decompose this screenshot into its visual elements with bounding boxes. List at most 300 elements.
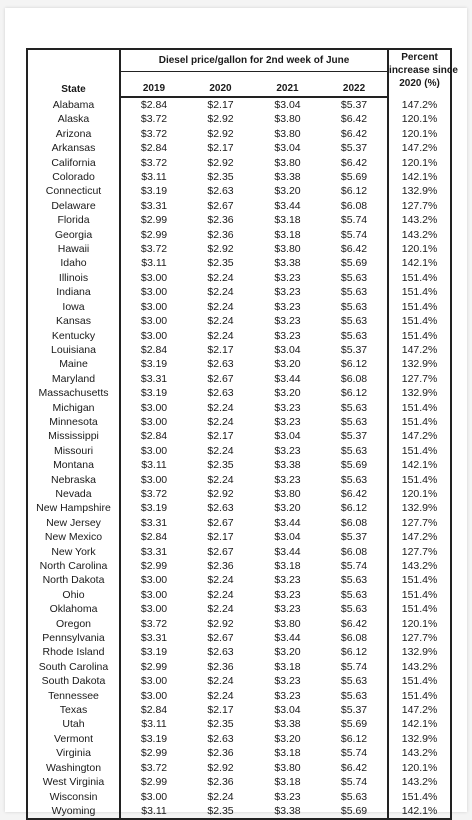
- price-2022-cell: $5.63: [321, 588, 388, 602]
- price-2022-cell: $5.74: [321, 213, 388, 227]
- year-2021-header: 2021: [254, 72, 321, 98]
- percent-increase-cell: 120.1%: [388, 112, 451, 126]
- price-2021-cell: $3.20: [274, 502, 301, 515]
- percent-increase-cell: 147.2%: [388, 429, 451, 443]
- price-2019-cell: $2.84: [120, 703, 187, 717]
- diesel-price-table: [26, 48, 458, 820]
- percent-increase-cell: 151.4%: [388, 790, 451, 804]
- table-row: [27, 588, 451, 602]
- state-column-header: State: [27, 49, 120, 97]
- table-row: [27, 631, 451, 645]
- price-2021-cell: $3.23: [274, 315, 301, 328]
- price-2021-cell: $3.38: [274, 718, 301, 731]
- state-cell: Oregon: [27, 617, 120, 631]
- percent-increase-cell: 151.4%: [388, 271, 451, 285]
- price-2021-cell: $3.80: [274, 156, 301, 169]
- price-2020-cell: $2.24: [207, 473, 234, 486]
- price-2021-cell: $3.04: [274, 343, 301, 356]
- price-2022-cell: $5.37: [321, 429, 388, 443]
- price-2022-cell: $5.63: [321, 602, 388, 616]
- price-2019-cell: $3.72: [120, 112, 187, 126]
- price-2019-cell: $3.72: [120, 127, 187, 141]
- price-2022-cell: $5.63: [321, 285, 388, 299]
- price-2020-cell: $2.24: [207, 329, 234, 342]
- price-2019-cell: $3.00: [120, 415, 187, 429]
- percent-increase-column-header: [388, 49, 458, 97]
- price-2022-cell: $6.08: [321, 516, 388, 530]
- price-2021-cell: $3.04: [274, 430, 301, 443]
- price-2019-cell: $3.11: [120, 717, 187, 731]
- price-2022-cell: $5.74: [321, 559, 388, 573]
- price-2020-cell: $2.24: [207, 271, 234, 284]
- price-2021-cell: $3.18: [274, 560, 301, 572]
- table-row: [27, 501, 451, 515]
- price-2021-cell: $3.23: [274, 415, 301, 428]
- price-2019-cell: $3.00: [120, 674, 187, 688]
- price-2019-cell: $2.99: [120, 775, 187, 789]
- state-cell: Kentucky: [27, 329, 120, 343]
- price-2022-cell: $6.12: [321, 357, 388, 371]
- price-2021-cell: $3.23: [274, 329, 301, 342]
- state-cell: Alaska: [27, 112, 120, 126]
- price-2021-cell: $3.80: [274, 113, 301, 126]
- table-row: [27, 617, 451, 631]
- state-cell: North Dakota: [27, 573, 120, 587]
- state-cell: Utah: [27, 717, 120, 731]
- price-2021-cell: $3.23: [274, 271, 301, 284]
- percent-increase-cell: 143.2%: [388, 660, 451, 674]
- state-cell: New Mexico: [27, 530, 120, 544]
- state-cell: Virginia: [27, 746, 120, 760]
- price-2019-cell: $3.31: [120, 199, 187, 213]
- price-2019-cell: $3.31: [120, 545, 187, 559]
- price-2020-cell: $2.36: [207, 214, 234, 227]
- percent-increase-cell: 147.2%: [388, 703, 451, 717]
- table-row: [27, 141, 451, 155]
- price-2022-cell: $5.63: [321, 314, 388, 328]
- state-cell: Massachusetts: [27, 386, 120, 400]
- percent-increase-cell: 120.1%: [388, 487, 451, 501]
- table-row: [27, 487, 451, 501]
- table-row: [27, 444, 451, 458]
- price-2020-cell: $2.24: [207, 588, 234, 601]
- price-2021-cell: $3.38: [274, 459, 301, 472]
- table-row: [27, 790, 451, 804]
- price-2022-cell: $5.74: [321, 775, 388, 789]
- table-row: [27, 314, 451, 328]
- price-2020-cell: $2.67: [207, 516, 234, 529]
- price-2020-cell: $2.67: [207, 545, 234, 558]
- price-2022-cell: $6.12: [321, 732, 388, 746]
- state-cell: Illinois: [27, 271, 120, 285]
- price-2019-cell: $3.00: [120, 271, 187, 285]
- percent-increase-cell: 151.4%: [388, 689, 451, 703]
- percent-increase-cell: 147.2%: [388, 343, 451, 357]
- table-row: [27, 458, 451, 472]
- percent-increase-cell: 120.1%: [388, 127, 451, 141]
- document-page: [5, 8, 467, 817]
- price-2021-cell: $3.04: [274, 142, 301, 155]
- table-row: [27, 199, 451, 213]
- price-2020-cell: $2.63: [207, 646, 234, 659]
- state-cell: Connecticut: [27, 184, 120, 198]
- price-2019-cell: $3.19: [120, 501, 187, 515]
- state-cell: Wisconsin: [27, 790, 120, 804]
- table-row: [27, 329, 451, 343]
- price-2019-cell: $3.00: [120, 401, 187, 415]
- price-2020-cell: $2.92: [207, 113, 234, 126]
- price-2020-cell: $2.67: [207, 632, 234, 645]
- price-2022-cell: $5.69: [321, 256, 388, 270]
- table-row: [27, 703, 451, 717]
- price-2022-cell: $6.12: [321, 501, 388, 515]
- diesel-price-group-header: Diesel price/gallon for 2nd week of June: [120, 49, 388, 72]
- price-2022-cell: $5.63: [321, 674, 388, 688]
- table-row: [27, 372, 451, 386]
- price-2021-cell: $3.18: [274, 228, 301, 241]
- table-row: [27, 357, 451, 371]
- price-2020-cell: $2.35: [207, 718, 234, 731]
- price-2020-cell: $2.92: [207, 127, 234, 140]
- percent-increase-cell: 151.4%: [388, 444, 451, 458]
- state-cell: Minnesota: [27, 415, 120, 429]
- price-2022-cell: $5.63: [321, 444, 388, 458]
- table-row: [27, 602, 451, 616]
- percent-increase-cell: 143.2%: [388, 746, 451, 760]
- table-row: [27, 689, 451, 703]
- header-row-top: [27, 49, 451, 72]
- price-2022-cell: $5.37: [321, 97, 388, 112]
- price-2021-cell: $3.44: [274, 632, 301, 645]
- price-2019-cell: $3.31: [120, 372, 187, 386]
- percent-increase-cell: 143.2%: [388, 228, 451, 242]
- price-2019-cell: $3.00: [120, 329, 187, 343]
- state-cell: Mississippi: [27, 429, 120, 443]
- state-cell: Arkansas: [27, 141, 120, 155]
- price-2022-cell: $5.69: [321, 717, 388, 731]
- price-2022-cell: $6.42: [321, 242, 388, 256]
- price-2020-cell: $2.24: [207, 675, 234, 688]
- price-2020-cell: $2.17: [207, 99, 234, 111]
- table-row: [27, 674, 451, 688]
- percent-increase-cell: 151.4%: [388, 300, 451, 314]
- price-2020-cell: $2.24: [207, 444, 234, 457]
- price-2020-cell: $2.24: [207, 689, 234, 702]
- price-2019-cell: $3.11: [120, 256, 187, 270]
- price-2022-cell: $6.12: [321, 184, 388, 198]
- price-2021-cell: $3.23: [274, 588, 301, 601]
- price-2019-cell: $3.00: [120, 790, 187, 804]
- price-2021-cell: $3.44: [274, 372, 301, 385]
- price-2021-cell: $3.18: [274, 660, 301, 673]
- price-2020-cell: $2.92: [207, 156, 234, 169]
- price-2021-cell: $3.23: [274, 689, 301, 702]
- price-2021-cell: $3.38: [254, 804, 321, 819]
- price-2021-cell: $3.23: [274, 444, 301, 457]
- price-2019-cell: $2.99: [120, 213, 187, 227]
- table-row: [27, 660, 451, 674]
- state-cell: Missouri: [27, 444, 120, 458]
- price-2022-cell: $6.12: [321, 386, 388, 400]
- price-2022-cell: $6.42: [321, 127, 388, 141]
- state-cell: Indiana: [27, 285, 120, 299]
- percent-increase-cell: 142.1%: [388, 256, 451, 270]
- table-row: [27, 112, 451, 126]
- price-2019-cell: $3.31: [120, 516, 187, 530]
- state-cell: New York: [27, 545, 120, 559]
- table-row: [27, 717, 451, 731]
- price-2021-cell: $3.18: [274, 214, 301, 227]
- price-2020-cell: $2.63: [207, 502, 234, 515]
- table-row: [27, 559, 451, 573]
- price-2019-cell: $3.19: [120, 645, 187, 659]
- price-2021-cell: $3.20: [274, 387, 301, 400]
- year-2022-header: 2022: [321, 72, 388, 98]
- table-row: [27, 228, 451, 242]
- table-row: [27, 645, 451, 659]
- table-row: [27, 156, 451, 170]
- price-2022-cell: $6.42: [321, 156, 388, 170]
- price-2019-cell: $2.84: [120, 343, 187, 357]
- price-2021-cell: $3.20: [274, 732, 301, 745]
- percent-header-line-1: Percent: [401, 52, 438, 63]
- percent-increase-cell: 127.7%: [388, 516, 451, 530]
- state-cell: Kansas: [27, 314, 120, 328]
- price-2020-cell: $2.17: [207, 704, 234, 717]
- table-row: [27, 415, 451, 429]
- state-cell: Arizona: [27, 127, 120, 141]
- price-2021-cell: $3.20: [274, 358, 301, 371]
- price-2021-cell: $3.04: [274, 531, 301, 544]
- price-2020-cell: $2.63: [207, 185, 234, 198]
- state-cell: Iowa: [27, 300, 120, 314]
- price-2021-cell: $3.04: [274, 704, 301, 717]
- percent-increase-cell: 151.4%: [388, 401, 451, 415]
- price-2021-cell: $3.80: [274, 243, 301, 256]
- percent-increase-cell: 151.4%: [388, 573, 451, 587]
- table-row: [27, 256, 451, 270]
- percent-increase-cell: 151.4%: [388, 473, 451, 487]
- state-cell: Maryland: [27, 372, 120, 386]
- table-row: [27, 300, 451, 314]
- percent-increase-cell: 120.1%: [388, 761, 451, 775]
- table-row: [27, 184, 451, 198]
- price-2022-cell: $5.37: [321, 703, 388, 717]
- price-2019-cell: $2.84: [120, 429, 187, 443]
- table-row: [27, 775, 451, 789]
- state-cell: South Dakota: [27, 674, 120, 688]
- percent-increase-cell: 151.4%: [388, 602, 451, 616]
- percent-increase-cell: 151.4%: [388, 314, 451, 328]
- price-2019-cell: $3.11: [120, 804, 187, 819]
- price-2020-cell: $2.17: [207, 142, 234, 155]
- table-row: [27, 732, 451, 746]
- price-2020-cell: $2.92: [207, 243, 234, 256]
- price-2021-cell: $3.18: [274, 776, 301, 789]
- state-cell: Washington: [27, 761, 120, 775]
- state-cell: Nebraska: [27, 473, 120, 487]
- price-2020-cell: $2.36: [207, 660, 234, 673]
- table-row: [27, 127, 451, 141]
- price-2020-cell: $2.67: [207, 372, 234, 385]
- state-cell: Maine: [27, 357, 120, 371]
- price-2019-cell: $2.84: [120, 97, 187, 112]
- table-row: [27, 213, 451, 227]
- price-2022-cell: $5.63: [321, 329, 388, 343]
- state-cell: Tennessee: [27, 689, 120, 703]
- price-2019-cell: $3.72: [120, 487, 187, 501]
- price-2019-cell: $3.72: [120, 761, 187, 775]
- price-2020-cell: $2.35: [207, 257, 234, 270]
- price-2020-cell: $2.35: [207, 171, 234, 184]
- price-2022-cell: $5.37: [321, 141, 388, 155]
- price-2022-cell: $5.37: [321, 343, 388, 357]
- table-row: [27, 473, 451, 487]
- table-row: [27, 545, 451, 559]
- price-2019-cell: $3.19: [120, 184, 187, 198]
- table-row: [27, 804, 451, 819]
- price-2021-cell: $3.80: [274, 761, 301, 774]
- percent-increase-cell: 151.4%: [388, 588, 451, 602]
- percent-increase-cell: 132.9%: [388, 357, 451, 371]
- price-2021-cell: $3.23: [274, 574, 301, 587]
- percent-increase-cell: 147.2%: [388, 97, 451, 112]
- price-2020-cell: $2.17: [207, 430, 234, 443]
- price-2019-cell: $3.72: [120, 156, 187, 170]
- percent-increase-cell: 151.4%: [388, 674, 451, 688]
- price-2021-cell: $3.23: [274, 300, 301, 313]
- price-2020-cell: $2.63: [207, 732, 234, 745]
- price-2019-cell: $3.72: [120, 242, 187, 256]
- price-2021-cell: $3.23: [274, 790, 301, 803]
- percent-increase-cell: 132.9%: [388, 732, 451, 746]
- percent-increase-cell: 143.2%: [388, 559, 451, 573]
- percent-increase-cell: 147.2%: [388, 530, 451, 544]
- price-2019-cell: $2.99: [120, 660, 187, 674]
- table-row: [27, 170, 451, 184]
- price-2022-cell: $5.69: [321, 170, 388, 184]
- price-2019-cell: $3.00: [120, 300, 187, 314]
- price-2022-cell: $6.08: [321, 545, 388, 559]
- percent-increase-cell: 127.7%: [388, 545, 451, 559]
- price-2021-cell: $3.23: [274, 401, 301, 414]
- price-2021-cell: $3.23: [274, 603, 301, 616]
- table-row: [27, 429, 451, 443]
- price-2022-cell: $6.42: [321, 617, 388, 631]
- table-row: [27, 573, 451, 587]
- price-2019-cell: $2.84: [120, 530, 187, 544]
- price-2020-cell: $2.24: [207, 603, 234, 616]
- price-2021-cell: $3.38: [274, 171, 301, 184]
- price-2022-cell: $5.63: [321, 790, 388, 804]
- price-2019-cell: $3.11: [120, 458, 187, 472]
- price-2022-cell: $6.12: [321, 645, 388, 659]
- price-2022-cell: $5.63: [321, 415, 388, 429]
- price-2019-cell: $3.19: [120, 732, 187, 746]
- price-2020-cell: $2.24: [207, 415, 234, 428]
- table-row: [27, 761, 451, 775]
- price-2021-cell: $3.80: [274, 617, 301, 630]
- state-cell: South Carolina: [27, 660, 120, 674]
- table-row: [27, 401, 451, 415]
- price-2019-cell: $3.19: [120, 386, 187, 400]
- price-2022-cell: $6.42: [321, 112, 388, 126]
- table-row: [27, 242, 451, 256]
- price-2019-cell: $3.00: [120, 689, 187, 703]
- price-2019-cell: $3.11: [120, 170, 187, 184]
- price-2022-cell: $6.08: [321, 199, 388, 213]
- state-cell: Michigan: [27, 401, 120, 415]
- price-2021-cell: $3.20: [274, 646, 301, 659]
- state-cell: New Hampshire: [27, 501, 120, 515]
- price-2022-cell: $6.42: [321, 487, 388, 501]
- price-2019-cell: $3.00: [120, 588, 187, 602]
- state-cell: Idaho: [27, 256, 120, 270]
- price-2020-cell: $2.63: [207, 358, 234, 371]
- price-2020-cell: $2.36: [207, 747, 234, 760]
- percent-increase-cell: 143.2%: [388, 213, 451, 227]
- price-2020-cell: $2.36: [207, 228, 234, 241]
- table-row: [27, 516, 451, 530]
- state-cell: Montana: [27, 458, 120, 472]
- percent-header-line-3: 2020 (%): [399, 78, 440, 89]
- price-2021-cell: $3.18: [274, 747, 301, 760]
- percent-increase-cell: 127.7%: [388, 372, 451, 386]
- price-2020-cell: $2.67: [207, 199, 234, 212]
- price-2022-cell: $5.37: [321, 530, 388, 544]
- percent-increase-cell: 132.9%: [388, 184, 451, 198]
- table-row: [27, 271, 451, 285]
- table-row: [27, 530, 451, 544]
- price-2021-cell: $3.80: [274, 127, 301, 140]
- year-2019-header: 2019: [120, 72, 187, 98]
- price-2021-cell: $3.23: [274, 473, 301, 486]
- percent-increase-cell: 143.2%: [388, 775, 451, 789]
- price-2019-cell: $3.00: [120, 285, 187, 299]
- price-2022-cell: $5.63: [321, 300, 388, 314]
- price-2019-cell: $3.00: [120, 314, 187, 328]
- percent-increase-cell: 120.1%: [388, 156, 451, 170]
- price-2020-cell: $2.24: [207, 401, 234, 414]
- price-2020-cell: $2.92: [207, 617, 234, 630]
- price-2020-cell: $2.92: [207, 487, 234, 500]
- price-2021-cell: $3.80: [274, 487, 301, 500]
- percent-increase-cell: 132.9%: [388, 501, 451, 515]
- percent-increase-cell: 147.2%: [388, 141, 451, 155]
- price-2022-cell: $5.74: [321, 746, 388, 760]
- price-2022-cell: $6.42: [321, 761, 388, 775]
- price-2022-cell: $5.69: [321, 458, 388, 472]
- price-2019-cell: $3.00: [120, 473, 187, 487]
- state-cell: Wyoming: [27, 804, 120, 819]
- state-cell: Nevada: [27, 487, 120, 501]
- price-2022-cell: $5.74: [321, 228, 388, 242]
- price-2022-cell: $5.63: [321, 573, 388, 587]
- year-2020-header: 2020: [187, 72, 254, 98]
- state-cell: Vermont: [27, 732, 120, 746]
- percent-increase-cell: 142.1%: [388, 717, 451, 731]
- percent-increase-cell: 142.1%: [388, 804, 451, 819]
- price-2021-cell: $3.23: [274, 286, 301, 299]
- price-2021-cell: $3.23: [274, 675, 301, 688]
- price-2019-cell: $3.31: [120, 631, 187, 645]
- price-2019-cell: $2.99: [120, 228, 187, 242]
- price-2022-cell: $5.63: [321, 401, 388, 415]
- state-cell: Louisiana: [27, 343, 120, 357]
- price-2020-cell: $2.24: [207, 574, 234, 587]
- table-row: [27, 285, 451, 299]
- price-2022-cell: $6.08: [321, 631, 388, 645]
